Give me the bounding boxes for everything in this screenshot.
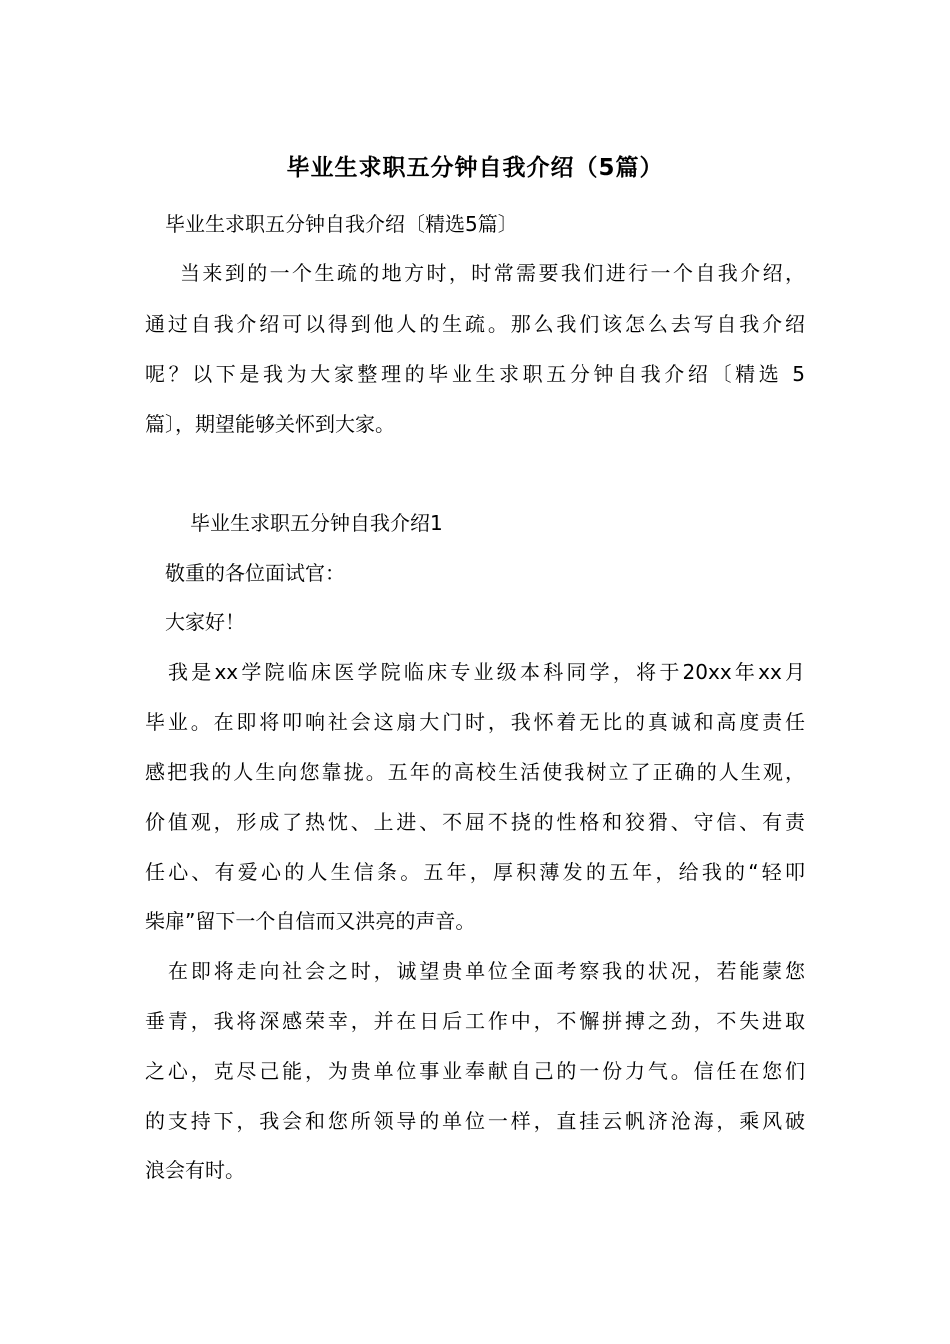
- document-subtitle: 毕业生求职五分钟自我介绍〔精选5篇〕: [165, 212, 518, 236]
- section-heading: 毕业生求职五分钟自我介绍1: [190, 511, 443, 535]
- document-title: 毕业生求职五分钟自我介绍（5篇）: [286, 155, 664, 181]
- paragraph-line: 之心，克尽己能，为贵单位事业奉献自己的一份力气。信任在您们: [145, 1059, 805, 1083]
- salutation: 敬重的各位面试官：: [165, 561, 345, 585]
- paragraph-line: 垂青，我将深感荣幸，并在日后工作中，不懈拼搏之劲，不失进取: [145, 1009, 805, 1033]
- intro-line: 通过自我介绍可以得到他人的生疏。那么我们该怎么去写自我介绍: [145, 312, 805, 336]
- paragraph-line: 价值观，形成了热忱、上进、不屈不挠的性格和狡猾、守信、有责: [145, 810, 805, 834]
- intro-line: 篇〕，期望能够关怀到大家。: [145, 412, 395, 436]
- paragraph-line: 浪会有时。: [145, 1158, 245, 1182]
- paragraph-line: 的支持下，我会和您所领导的单位一样，直挂云帆济沧海，乘风破: [145, 1109, 805, 1133]
- intro-line: 当来到的一个生疏的地方时，时常需要我们进行一个自我介绍，: [180, 261, 805, 285]
- paragraph-line: 柴扉”留下一个自信而又洪亮的声音。: [145, 909, 476, 933]
- paragraph-line: 我是xx学院临床医学院临床专业级本科同学，将于20xx年xx月: [168, 660, 805, 684]
- paragraph-line: 在即将走向社会之时，诚望贵单位全面考察我的状况，若能蒙您: [168, 959, 805, 983]
- paragraph-line: 任心、有爱心的人生信条。五年，厚积薄发的五年，给我的“轻叩: [145, 860, 805, 884]
- greeting: 大家好！: [165, 610, 245, 634]
- intro-line: 呢？以下是我为大家整理的毕业生求职五分钟自我介绍〔精选 5: [145, 362, 805, 386]
- paragraph-line: 毕业。在即将叩响社会这扇大门时，我怀着无比的真诚和高度责任: [145, 710, 805, 734]
- paragraph-line: 感把我的人生向您靠拢。五年的高校生活使我树立了正确的人生观，: [145, 760, 805, 784]
